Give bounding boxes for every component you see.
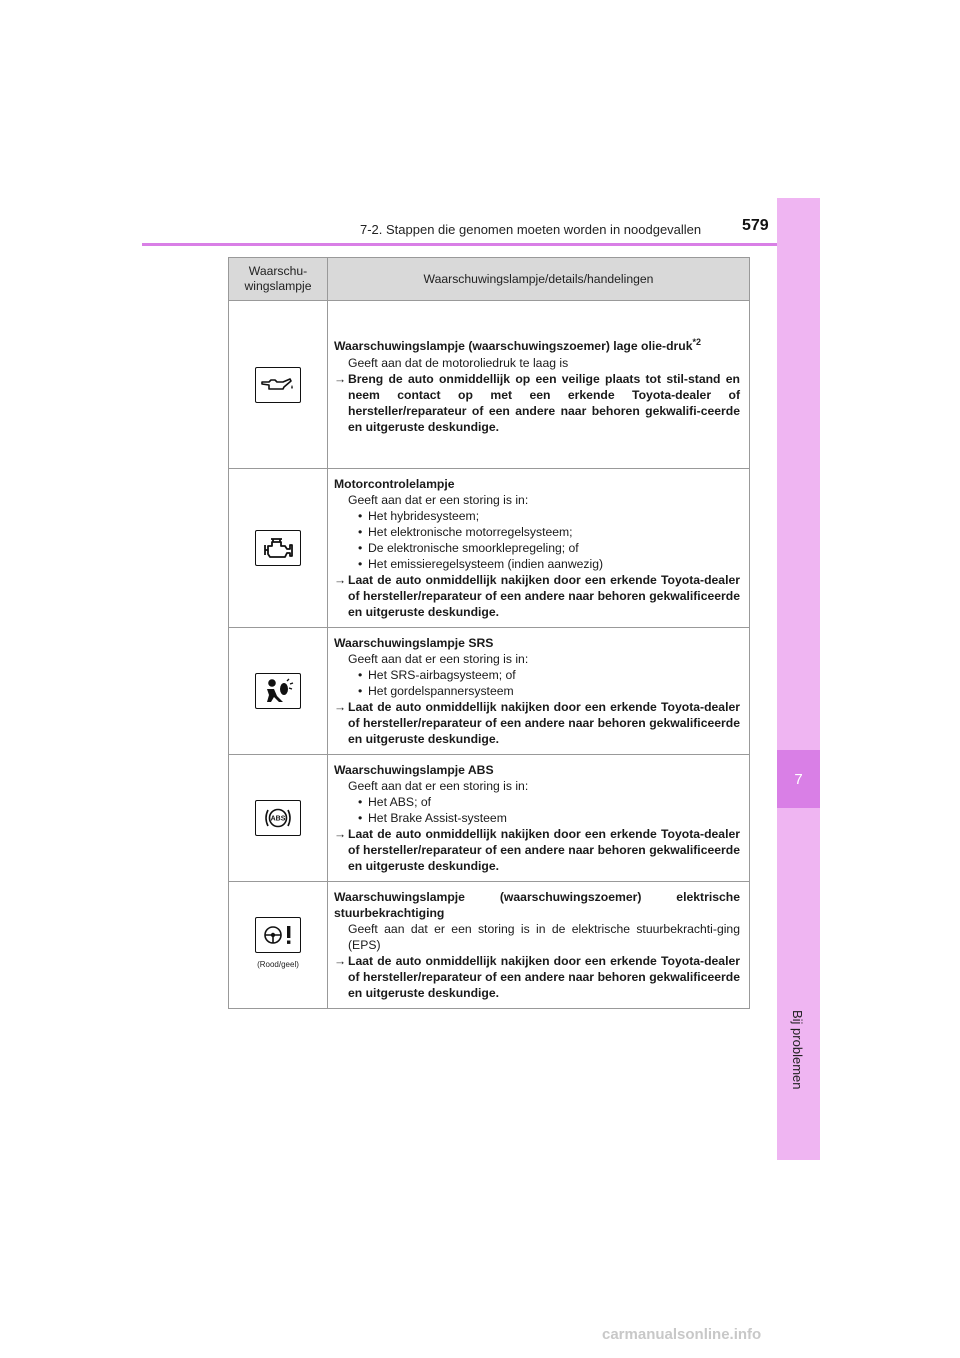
lamp-action: → Laat de auto onmiddellijk nakijken door een erkende Toyota-dealer of hersteller/reparateur of een andere naar behoren gekwalificeerde en uitgeruste deskundige. (334, 827, 740, 873)
lamp-cell (229, 755, 328, 882)
table-row (229, 469, 750, 628)
warning-lamp-table (228, 257, 750, 1009)
lamp-title: Motorcontrolelampje (334, 477, 455, 491)
footnote-mark: *2 (692, 337, 702, 348)
lamp-title: Waarschuwingslampje (waarschuwingszoemer) lage olie-druk$^{*2}$ (334, 337, 702, 354)
list-item: • De elektronische smoorklepregeling; of (358, 540, 740, 556)
table-row (229, 882, 750, 1009)
arrow-icon: → (334, 827, 347, 841)
table-row (229, 755, 750, 882)
col-header-lamp-line: wingslampje (244, 279, 312, 293)
section-title: 7-2. Stappen die genomen moeten worden in noodgevallen (360, 222, 702, 237)
lamp-cell (229, 469, 328, 628)
list-item: • Het elektronische motorregelsysteem; (358, 524, 740, 540)
steering-wheel-warning-icon (255, 917, 301, 953)
lamp-description: Geeft aan dat er een storing is in de elektrische stuurbekrachti-ging (EPS) (348, 922, 740, 952)
table-header-row (229, 258, 750, 301)
table-row (229, 301, 750, 469)
arrow-icon: → (334, 371, 347, 386)
lamp-title: Waarschuwingslampje (waarschuwingszoemer) elektrische stuurbekrachtiging (334, 890, 740, 920)
lamp-details (328, 628, 750, 755)
list-item: • Het hybridesysteem; (358, 508, 740, 524)
list-item: • Het ABS; of (358, 794, 740, 810)
oil-can-icon (255, 367, 301, 403)
lamp-action: → Laat de auto onmiddellijk nakijken door een erkende Toyota-dealer of hersteller/reparateur of een andere naar behoren gekwalificeerde en uitgeruste deskundige. (334, 954, 740, 1000)
col-header-details: Waarschuwingslampje/details/handelingen (328, 258, 750, 301)
engine-icon (255, 530, 301, 566)
col-header-lamp-line: Waarschu- (248, 264, 308, 278)
lamp-bullets (334, 794, 740, 826)
lamp-description: Geeft aan dat de motoroliedruk te laag is (348, 355, 569, 370)
airbag-person-icon (255, 673, 301, 709)
lamp-action: → Laat de auto onmiddellijk nakijken door een erkende Toyota-dealer of hersteller/reparateur of een andere naar behoren gekwalificeerde en uitgeruste deskundige. (334, 573, 740, 619)
lamp-title: Waarschuwingslampje ABS (334, 763, 494, 777)
page-number: 579 (742, 217, 769, 234)
abs-icon (255, 800, 301, 836)
arrow-icon: → (334, 573, 347, 587)
list-item: • Het gordelspannersysteem (358, 683, 740, 699)
arrow-icon: → (334, 954, 347, 968)
lamp-description: Geeft aan dat er een storing is in: (348, 493, 529, 507)
header-rule (142, 243, 820, 246)
watermark: carmanualsonline.info (602, 1326, 762, 1343)
lamp-description: Geeft aan dat er een storing is in: (348, 779, 529, 793)
chapter-number: 7 (777, 750, 820, 808)
lamp-action: → Breng de auto onmiddellijk op een veilige plaats tot stil-stand en neem contact op met een erkende Toyota-dealer of hersteller/reparateur of een andere naar behoren gekwalifi-ceerde en uitgeruste deskundige. (334, 371, 740, 434)
arrow-icon: → (334, 700, 347, 714)
list-item: • Het SRS-airbagsysteem; of (358, 667, 740, 683)
abs-icon-label: ABS (270, 815, 286, 823)
list-item: • Het Brake Assist-systeem (358, 810, 740, 826)
lamp-details (328, 301, 750, 469)
lamp-title: Waarschuwingslampje SRS (334, 636, 494, 650)
lamp-details (328, 469, 750, 628)
table-row (229, 628, 750, 755)
lamp-details (328, 755, 750, 882)
lamp-description: Geeft aan dat er een storing is in: (348, 652, 529, 666)
lamp-cell (229, 301, 328, 469)
chapter-side-tab (777, 198, 820, 1160)
lamp-bullets (334, 667, 740, 699)
lamp-color-note: (Rood/geel) (257, 960, 299, 969)
lamp-bullets (334, 508, 740, 572)
lamp-details (328, 882, 750, 1009)
list-item: • Het emissieregelsysteem (indien aanwezig) (358, 556, 740, 572)
lamp-cell (229, 628, 328, 755)
lamp-action: → Laat de auto onmiddellijk nakijken door een erkende Toyota-dealer of hersteller/reparateur of een andere naar behoren gekwalificeerde en uitgeruste deskundige. (334, 700, 740, 746)
lamp-cell (229, 882, 328, 1009)
col-header-lamp (229, 258, 328, 301)
chapter-title: Bij problemen (790, 1010, 805, 1090)
